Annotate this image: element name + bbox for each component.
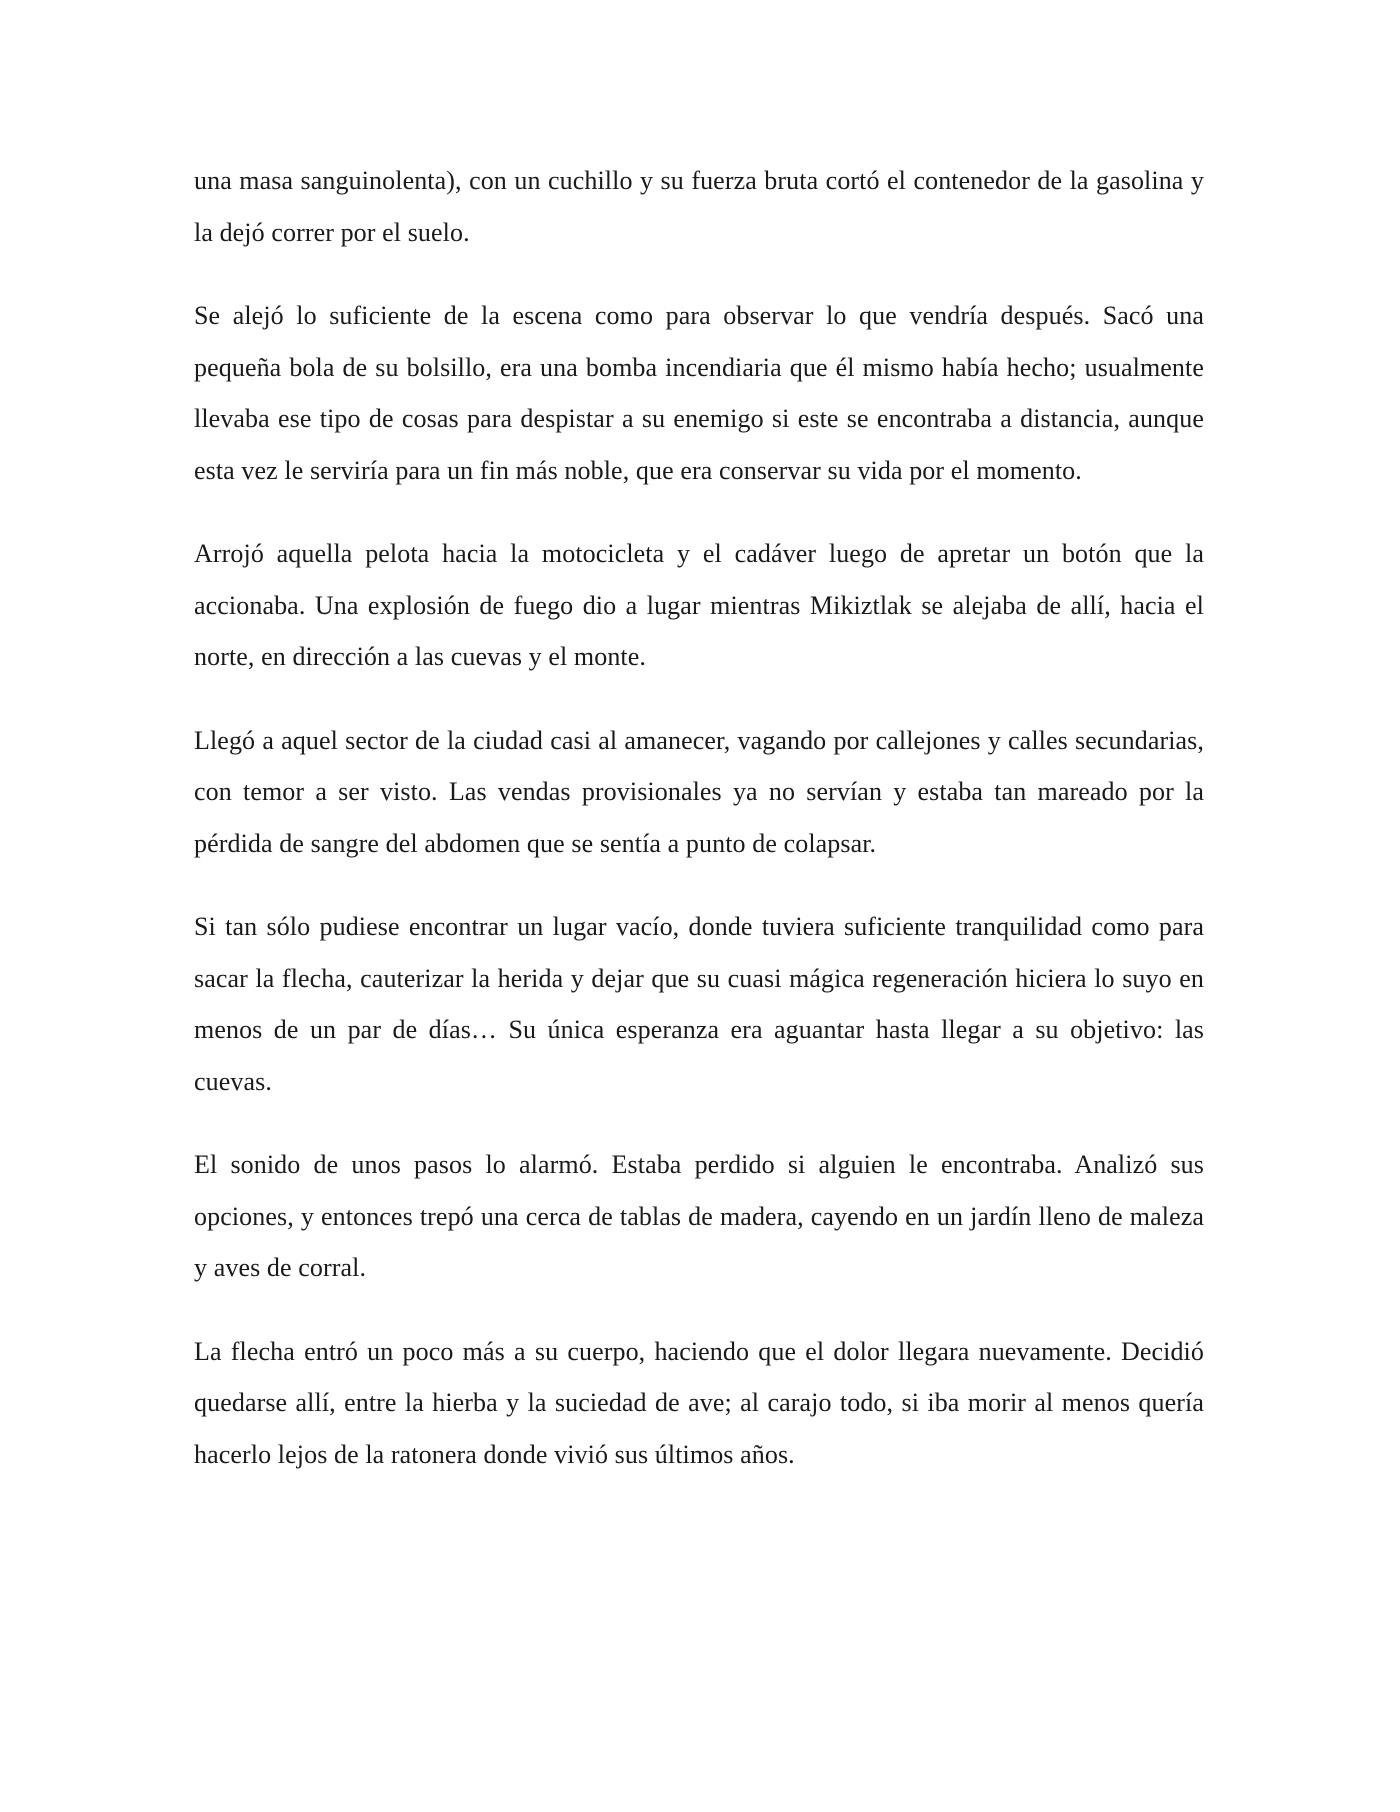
paragraph-4: Llegó a aquel sector de la ciudad casi al amanecer, vagando por callejones y calles secundarias, con temor a ser visto. Las vendas provisionales ya no servían y estaba tan mareado por la pérdida de sangre del abdomen que se sentía a punto de colapsar. [194, 725, 1204, 858]
paragraph-2: Se alejó lo suficiente de la escena como para observar lo que vendría después. Sacó una pequeña bola de su bolsillo, era una bomba incendiaria que él mismo había hecho; usualmente llevaba ese tipo de cosas para despistar a su enemigo si este se encontraba a distancia, aunque esta vez le serviría para un fin más noble, que era conservar su vida por el momento. [194, 301, 1204, 485]
body-text [194, 155, 1204, 1512]
paragraph-3: Arrojó aquella pelota hacia la motocicleta y el cadáver luego de apretar un botón que la accionaba. Una explosión de fuego dio a lugar mientras Mikiztlak se alejaba de allí, hacia el norte, en dirección a las cuevas y el monte. [194, 539, 1204, 671]
paragraph-7: La flecha entró un poco más a su cuerpo, haciendo que el dolor llegara nuevamente. Decidió quedarse allí, entre la hierba y la suciedad de ave; al carajo todo, si iba morir al menos quería hacerlo lejos de la ratonera donde vivió sus últimos años. [194, 1336, 1204, 1469]
paragraph-5: Si tan sólo pudiese encontrar un lugar vacío, donde tuviera suficiente tranquilidad como para sacar la flecha, cauterizar la herida y dejar que su cuasi mágica regeneración hiciera lo suyo en menos de un par de días… Su única esperanza era aguantar hasta llegar a su objetivo: las cuevas. [194, 912, 1204, 1096]
paragraph-1: una masa sanguinolenta), con un cuchillo y su fuerza bruta cortó el contenedor de la gasolina y la dejó correr por el suelo. [194, 166, 1204, 247]
paragraph-6: El sonido de unos pasos lo alarmó. Estaba perdido si alguien le encontraba. Analizó sus opciones, y entonces trepó una cerca de tablas de madera, cayendo en un jardín lleno de maleza y aves de corral. [194, 1150, 1204, 1282]
